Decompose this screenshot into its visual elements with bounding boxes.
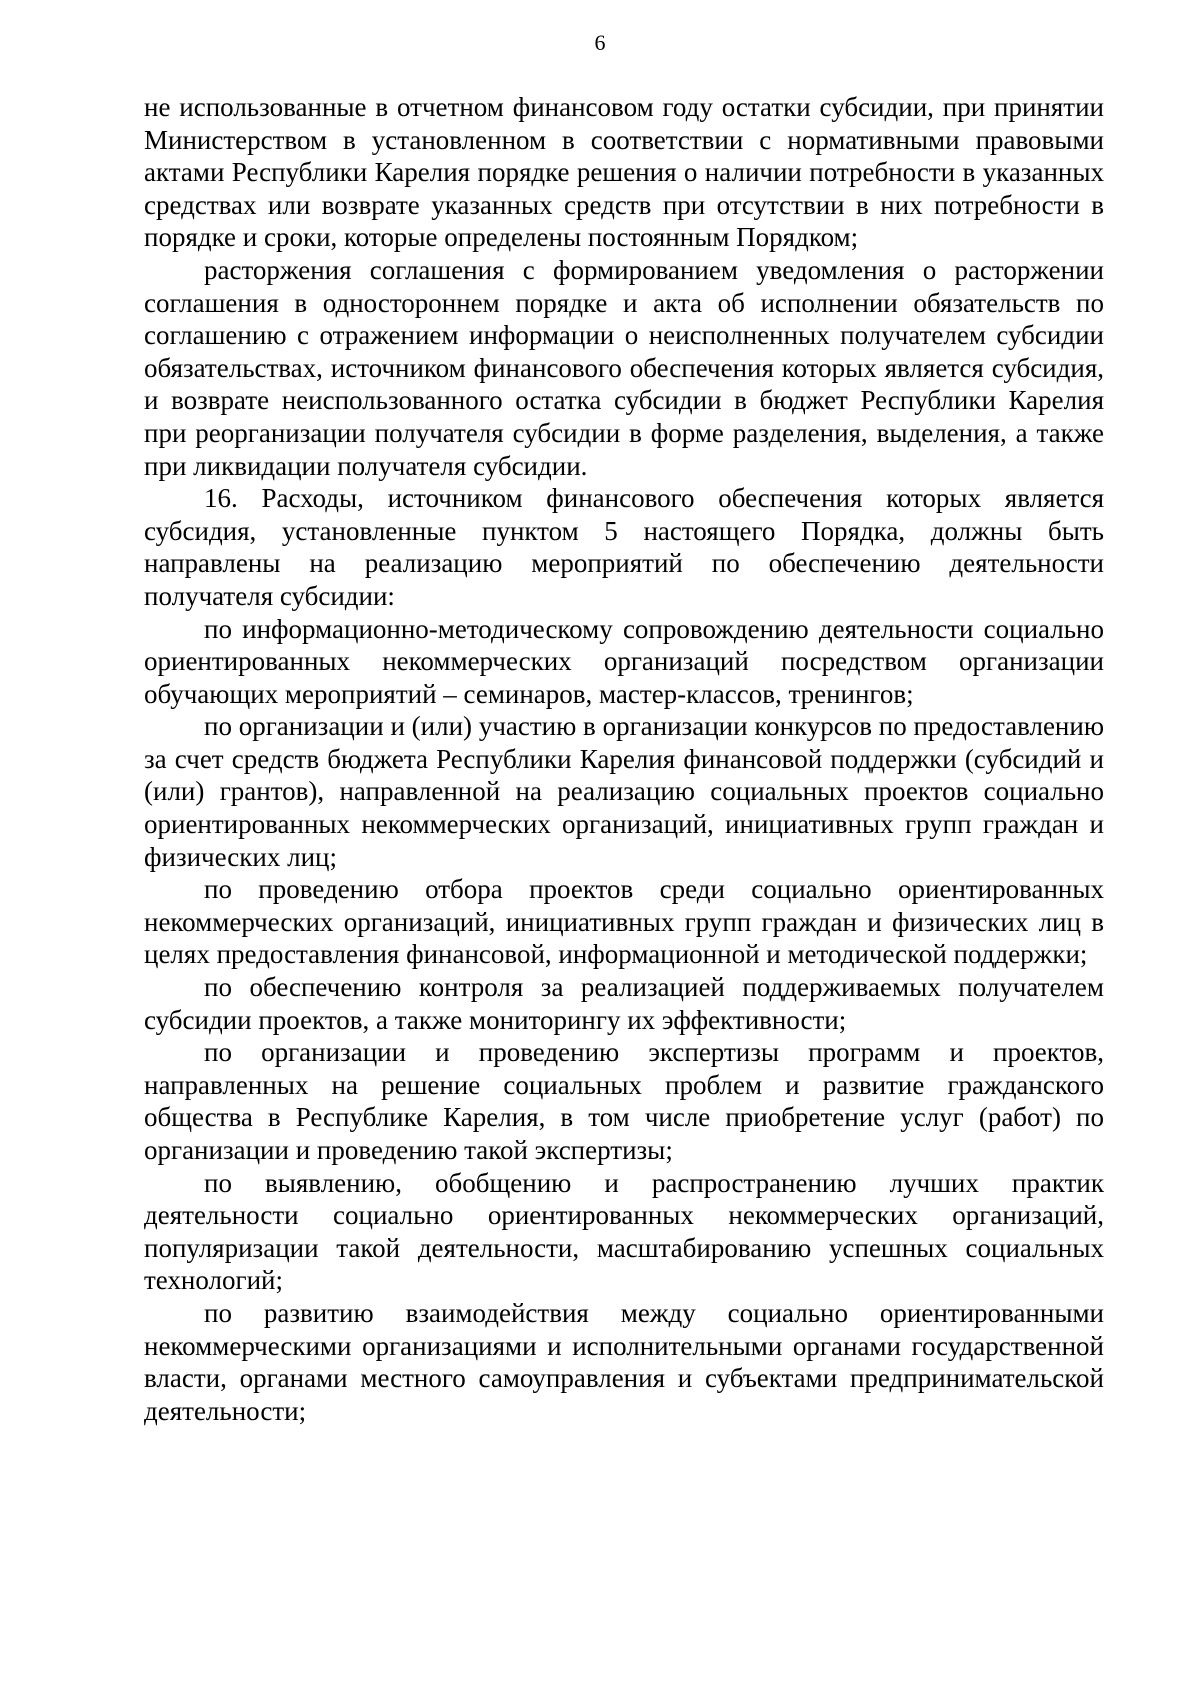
paragraph-program-expertise: по организации и проведению экспертизы программ и проектов, направленных на решение социальных проблем и развитие гражданского общества в Республике Карелия, в том числе приобретение услуг (работ) по организации и проведению такой экспертизы; (144, 1037, 1104, 1165)
paragraph-clause-16-expenses: 16. Расходы, источником финансового обеспечения которых является субсидия, установленные пунктом 5 настоящего Порядка, должны быть направлены на реализацию мероприятий по обеспечению деятельности получателя субсидии: (144, 483, 1104, 611)
paragraph-monitoring-control: по обеспечению контроля за реализацией поддерживаемых получателем субсидии проектов, а также мониторингу их эффективности; (144, 972, 1104, 1035)
paragraph-interaction-development: по развитию взаимодействия между социально ориентированными некоммерческими организациями и исполнительными органами государственной власти, органами местного самоуправления и субъектами предпринимательской деятельности; (144, 1297, 1104, 1426)
page-number: 6 (594, 30, 606, 55)
paragraph-best-practices: по выявлению, обобщению и распространению лучших практик деятельности социально ориентированных некоммерческих организаций, популяризации такой деятельности, масштабированию успешных социальных технологий; (144, 1167, 1104, 1296)
paragraph-agreement-termination: расторжения соглашения с формированием уведомления о расторжении соглашения в одностороннем порядке и акта об исполнении обязательств по соглашению с отражением информации о неисполненных получателем субсидии обязательствах, источником финансового обеспечения которых является субсидия, и возврате неиспользованного остатка субсидии в бюджет Республики Карелия при реорганизации получателя субсидии в форме разделения, выделения, а также при ликвидации получателя субсидии. (144, 254, 1104, 481)
paragraph-info-methodical-support: по информационно-методическому сопровождению деятельности социально ориентированных некоммерческих организаций посредством организации обучающих мероприятий – семинаров, мастер-классов, тренингов; (144, 613, 1104, 709)
paragraph-continuation-unused-balances: не использованные в отчетном финансовом году остатки субсидии, при принятии Министерством в установленном в соответствии с нормативными правовыми актами Республики Карелия порядке решения о наличии потребности в указанных средствах или возврате указанных средств при отсутствии в них потребности в порядке и сроки, которые определены постоянным Порядком; (144, 92, 1104, 253)
paragraph-project-selection: по проведению отбора проектов среди социально ориентированных некоммерческих организаций, инициативных групп граждан и физических лиц в целях предоставления финансовой, информационной и методической поддержки; (144, 874, 1104, 970)
document-body (144, 91, 1104, 1427)
paragraph-grant-contests: по организации и (или) участию в организации конкурсов по предоставлению за счет средств бюджета Республики Карелия финансовой поддержки (субсидий и (или) грантов), направленной на реализацию социальных проектов социально ориентированных некоммерческих организаций, инициативных групп граждан и физических лиц; (144, 711, 1104, 872)
